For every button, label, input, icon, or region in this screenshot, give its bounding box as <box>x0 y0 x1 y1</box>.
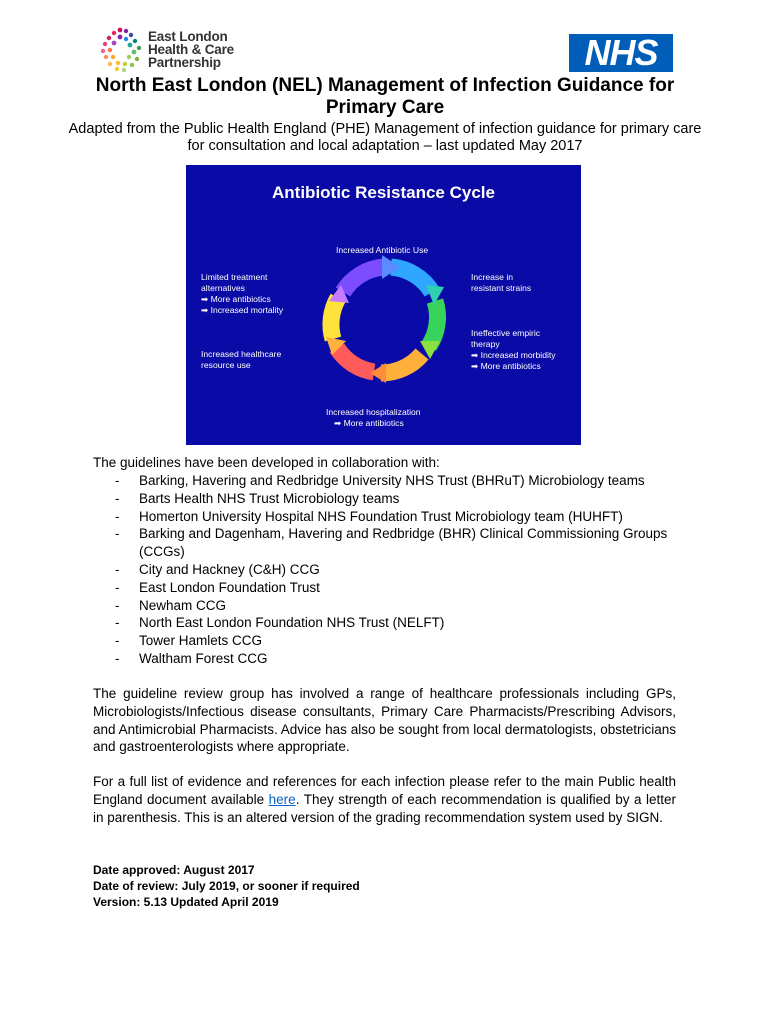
collaborator-text: Tower Hamlets CCG <box>139 633 263 649</box>
collaborator-item <box>93 490 693 508</box>
collaborator-item <box>93 650 693 668</box>
partnership-logo-line3: Partnership <box>148 54 221 70</box>
list-dash: - <box>115 561 120 577</box>
partnership-logo-line2: Health & Care <box>148 41 234 57</box>
collaborator-item <box>93 525 693 561</box>
label-increased-use: Increased Antibiotic Use <box>336 245 429 255</box>
collaborator-text: Newham CCG <box>139 597 227 613</box>
label-resistant-strains: Increase in resistant strains <box>471 272 532 293</box>
page-title: North East London (NEL) Management of Infection Guidance for Primary Care <box>95 75 675 118</box>
collaborator-text: Barts Health NHS Trust Microbiology teams <box>139 490 400 506</box>
partnership-dots-icon <box>100 26 144 72</box>
collaborator-text: North East London Foundation NHS Trust (NELFT) <box>139 615 445 631</box>
document-meta <box>93 862 360 910</box>
collaborators-list <box>93 472 693 668</box>
date-approved: Date approved: August 2017 <box>93 863 255 877</box>
collaborator-item <box>93 614 693 632</box>
collaborator-item <box>93 632 693 650</box>
collaborator-item <box>93 597 693 615</box>
collaborator-item <box>93 561 693 579</box>
collaborator-item <box>93 579 693 597</box>
collaborator-text: City and Hackney (C&H) CCG <box>139 561 320 577</box>
antibiotic-resistance-diagram <box>186 165 581 445</box>
collaborator-text: Homerton University Hospital NHS Foundation Trust Microbiology team (HUHFT) <box>139 508 623 524</box>
list-dash: - <box>115 473 120 488</box>
partnership-logo-line1: East London <box>148 28 228 44</box>
review-paragraph: The guideline review group has involved a range of healthcare professionals including GPs, Microbiologists/Infectious disease consultants, Primary Care Pharmacists/Prescribing Advisors, and Antimicrobial Pharmacists. Advice has also be sought from local dermatologists, obstetricians and gastroenterologists where appropriate. <box>93 686 676 755</box>
list-dash: - <box>115 579 120 595</box>
collaborator-text: Waltham Forest CCG <box>139 650 268 666</box>
evidence-paragraph: For a full list of evidence and references for each infection please refer to the main Public health England document available here. They strength of each recommendation is qualified by a letter in parenthesis. This is an altered version of the grading recommendation system used by SIGN. <box>93 774 676 825</box>
page-subtitle: Adapted from the Public Health England (PHE) Management of infection guidance for primary care for consultation and local adaptation – last updated May 2017 <box>68 121 702 154</box>
collaborator-text: East London Foundation Trust <box>139 579 320 595</box>
here-link[interactable]: here <box>268 791 296 807</box>
list-dash: - <box>115 633 120 649</box>
version: Version: 5.13 Updated April 2019 <box>93 895 279 909</box>
list-dash: - <box>115 597 120 613</box>
label-hospitalization: Increased hospitalization ➡ More antibiotics <box>326 407 421 428</box>
list-dash: - <box>115 508 120 524</box>
label-ineffective-therapy: Ineffective empiric therapy ➡ Increased morbidity ➡ More antibiotics <box>471 328 556 371</box>
partnership-logo <box>100 26 234 72</box>
diagram-title: Antibiotic Resistance Cycle <box>272 183 495 202</box>
list-dash: - <box>115 615 120 631</box>
collaboration-intro: The guidelines have been developed in collaboration with: <box>93 455 440 470</box>
list-dash: - <box>115 526 120 542</box>
collaborator-text: Barking, Havering and Redbridge University NHS Trust (BHRuT) Microbiology teams <box>139 473 645 488</box>
list-dash: - <box>115 650 120 666</box>
label-healthcare-resource: Increased healthcare resource use <box>201 349 282 370</box>
collaborator-item <box>93 508 693 526</box>
list-dash: - <box>115 490 120 506</box>
collaborator-text: Barking and Dagenham, Havering and Redbridge (BHR) Clinical Commissioning Groups (CCGs) <box>139 526 668 560</box>
date-of-review: Date of review: July 2019, or sooner if required <box>93 879 360 893</box>
label-limited-treatment: Limited treatment alternatives ➡ More antibiotics ➡ Increased mortality <box>201 272 284 315</box>
nhs-logo: NHS <box>569 34 673 72</box>
collaborator-item <box>93 472 693 490</box>
